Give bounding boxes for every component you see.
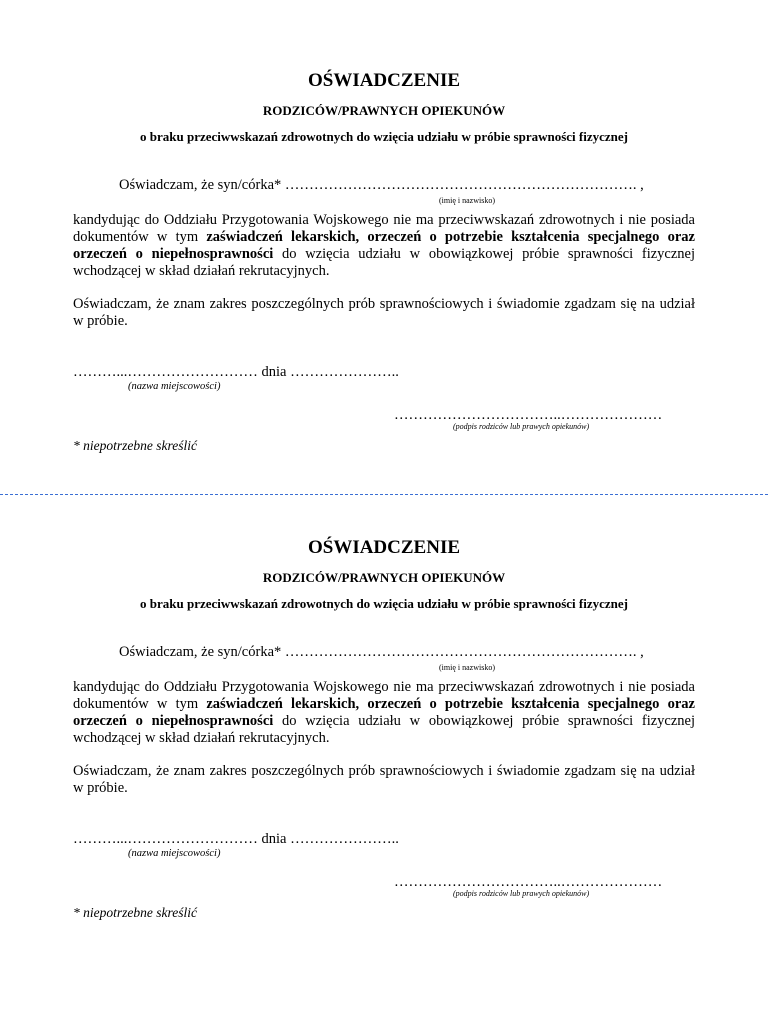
declaration-name-line: Oświadczam, że syn/córka* ………………………………………………………………. , xyxy=(119,644,644,660)
signature-line: ……………………………..………………… xyxy=(394,407,663,423)
declaration-paragraph-1 xyxy=(73,679,695,747)
paragraph-1-text-a: kandydując do Oddziału Przygotowania Wojskowego nie ma przeciwwskazań zdrowotnych i nie posiada dokumentów w tym xyxy=(73,212,695,245)
declaration-form-1 xyxy=(0,0,768,470)
form-subtitle: RODZICÓW/PRAWNYCH OPIEKUNÓW xyxy=(262,103,506,118)
declaration-paragraph-2: Oświadczam, że znam zakres poszczególnych prób sprawnościowych i świadomie zgadzam się na udział w próbie. xyxy=(73,763,695,796)
form-subject: o braku przeciwwskazań zdrowotnych do wzięcia udziału w próbie sprawności fizycznej xyxy=(140,129,628,144)
form-subtitle: RODZICÓW/PRAWNYCH OPIEKUNÓW xyxy=(262,570,506,585)
declaration-paragraph-1 xyxy=(73,212,695,280)
paragraph-1-text-b: do wzięcia udziału w obowiązkowej próbie sprawności fizycznej wchodzącej w skład działań rekrutacyjnych. xyxy=(73,713,695,746)
declaration-name-line: Oświadczam, że syn/córka* ………………………………………………………………. , xyxy=(119,177,644,193)
paragraph-1-text-a: kandydując do Oddziału Przygotowania Wojskowego nie ma przeciwwskazań zdrowotnych i nie posiada dokumentów w tym xyxy=(73,679,695,712)
place-caption: (nazwa miejscowości) xyxy=(128,848,221,859)
signature-caption: (podpis rodziców lub prawych opiekunów) xyxy=(453,889,590,898)
name-caption: (imię i nazwisko) xyxy=(439,196,495,205)
signature-caption: (podpis rodziców lub prawych opiekunów) xyxy=(453,422,590,431)
paragraph-1-text-b: do wzięcia udziału w obowiązkowej próbie sprawności fizycznej wchodzącej w skład działań rekrutacyjnych. xyxy=(73,246,695,279)
paragraph-1-bold-text: zaświadczeń lekarskich, orzeczeń o potrzebie kształcenia specjalnego oraz orzeczeń o niepełnosprawności xyxy=(73,229,695,262)
name-caption: (imię i nazwisko) xyxy=(439,663,495,672)
paragraph-1-bold-text: zaświadczeń lekarskich, orzeczeń o potrzebie kształcenia specjalnego oraz orzeczeń o niepełnosprawności xyxy=(73,696,695,729)
form-title: OŚWIADCZENIE xyxy=(307,70,461,91)
place-date-line: ………...……………………… dnia ………………….. xyxy=(73,831,399,847)
place-date-line: ………...……………………… dnia ………………….. xyxy=(73,364,399,380)
footnote: * niepotrzebne skreślić xyxy=(73,905,197,920)
signature-line: ……………………………..………………… xyxy=(394,874,663,890)
place-caption: (nazwa miejscowości) xyxy=(128,381,221,392)
form-title: OŚWIADCZENIE xyxy=(307,537,461,558)
footnote: * niepotrzebne skreślić xyxy=(73,438,197,453)
declaration-form-2 xyxy=(0,467,768,937)
form-subject: o braku przeciwwskazań zdrowotnych do wzięcia udziału w próbie sprawności fizycznej xyxy=(140,596,628,611)
declaration-paragraph-2: Oświadczam, że znam zakres poszczególnych prób sprawnościowych i świadomie zgadzam się na udział w próbie. xyxy=(73,296,695,329)
